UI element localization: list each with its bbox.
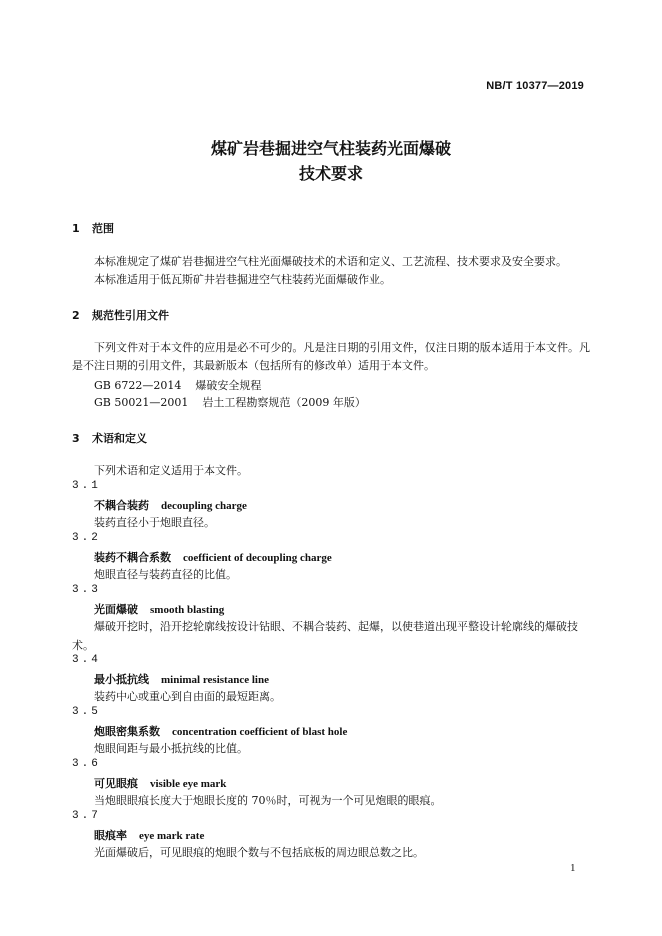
section-2-heading bbox=[72, 307, 169, 323]
section-2-paragraph: 下列文件对于本文件的应用是必不可少的。凡是注日期的引用文件，仅注日期的版本适用于本文件。凡是不注日期的引用文件，其最新版本（包括所有的修改单）适用于本文件。 bbox=[72, 341, 590, 372]
term-heading bbox=[94, 671, 269, 687]
document-title: 煤矿岩巷掘进空气柱装药光面爆破 bbox=[210, 139, 451, 158]
term-heading bbox=[94, 827, 204, 843]
section-number: 3 bbox=[72, 432, 80, 445]
term-zh: 可见眼痕 bbox=[94, 777, 138, 790]
section-number: 2 bbox=[72, 309, 80, 322]
section-3-heading bbox=[72, 430, 147, 446]
term-number: 3.2 bbox=[72, 532, 101, 544]
term-definition: 炮眼间距与最小抵抗线的比值。 bbox=[94, 742, 248, 755]
term-number: 3.1 bbox=[72, 480, 101, 492]
term-definition: 光面爆破后，可见眼痕的炮眼个数与不包括底板的周边眼总数之比。 bbox=[94, 846, 424, 859]
term-en: smooth blasting bbox=[150, 604, 225, 616]
term-definition: 装药直径小于炮眼直径。 bbox=[94, 516, 215, 529]
term-en: visible eye mark bbox=[150, 778, 227, 790]
term-en: concentration coefficient of blast hole bbox=[172, 726, 348, 738]
term-definition: 爆破开挖时，沿开挖轮廓线按设计钻眼、不耦合装药、起爆，以使巷道出现平整设计轮廓线的爆破技术。 bbox=[72, 620, 578, 652]
reference-title: 爆破安全规程 bbox=[195, 379, 262, 392]
reference-title: 岩土工程勘察规范（2009 年版） bbox=[202, 396, 366, 409]
term-heading bbox=[94, 497, 247, 513]
section-title: 规范性引用文件 bbox=[92, 309, 169, 322]
term-heading bbox=[94, 549, 332, 565]
section-1-paragraph-1: 本标准规定了煤矿岩巷掘进空气柱光面爆破技术的术语和定义、工艺流程、技术要求及安全要求。 bbox=[94, 255, 567, 268]
term-en: coefficient of decoupling charge bbox=[183, 552, 332, 564]
term-en: minimal resistance line bbox=[161, 674, 269, 686]
reference-item bbox=[94, 377, 261, 393]
section-1-paragraph-2: 本标准适用于低瓦斯矿井岩巷掘进空气柱装药光面爆破作业。 bbox=[94, 273, 391, 286]
term-en: decoupling charge bbox=[161, 500, 247, 512]
term-number: 3.3 bbox=[72, 584, 101, 596]
term-zh: 眼痕率 bbox=[94, 829, 127, 842]
term-zh: 装药不耦合系数 bbox=[94, 551, 171, 564]
term-definition: 装药中心或重心到自由面的最短距离。 bbox=[94, 690, 281, 703]
term-heading bbox=[94, 601, 224, 617]
reference-item bbox=[94, 394, 366, 410]
section-title: 范围 bbox=[92, 222, 114, 235]
term-definition: 炮眼直径与装药直径的比值。 bbox=[94, 568, 237, 581]
section-number: 1 bbox=[72, 222, 80, 235]
reference-code: GB 50021—2001 bbox=[94, 396, 189, 409]
term-number: 3.6 bbox=[72, 758, 101, 770]
page-number: 1 bbox=[570, 862, 576, 874]
term-number: 3.7 bbox=[72, 810, 101, 822]
reference-code: GB 6722—2014 bbox=[94, 379, 182, 392]
term-zh: 炮眼密集系数 bbox=[94, 725, 160, 738]
document-subtitle: 技术要求 bbox=[298, 164, 363, 183]
term-heading bbox=[94, 775, 226, 791]
term-zh: 最小抵抗线 bbox=[94, 673, 149, 686]
term-number: 3.4 bbox=[72, 654, 101, 666]
term-definition: 当炮眼眼痕长度大于炮眼长度的 70％时，可视为一个可见炮眼的眼痕。 bbox=[94, 794, 442, 807]
term-en: eye mark rate bbox=[139, 830, 205, 842]
term-zh: 光面爆破 bbox=[94, 603, 138, 616]
term-heading bbox=[94, 723, 347, 739]
section-3-intro: 下列术语和定义适用于本文件。 bbox=[94, 464, 248, 477]
standard-number: NB/T 10377—2019 bbox=[486, 80, 584, 92]
section-title: 术语和定义 bbox=[92, 432, 147, 445]
term-number: 3.5 bbox=[72, 706, 101, 718]
section-1-heading bbox=[72, 220, 114, 236]
term-zh: 不耦合装药 bbox=[94, 499, 149, 512]
